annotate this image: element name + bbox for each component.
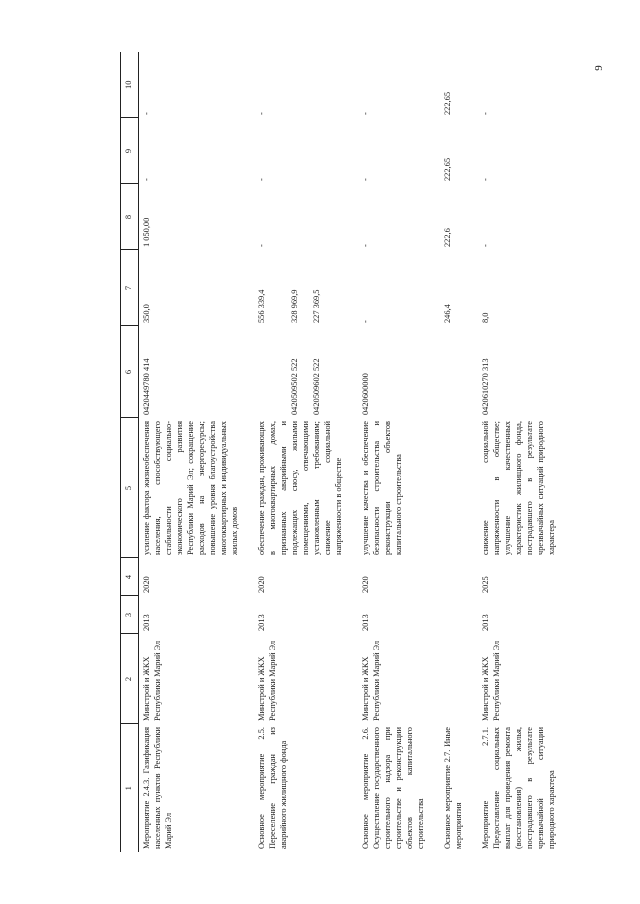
executor: Минстрой и ЖКХ Республики Марий Эл [257, 640, 277, 721]
col-header-4: 4 [121, 558, 139, 596]
executor: Минстрой и ЖКХ Республики Марий Эл [142, 640, 162, 721]
activity-name: Основное мероприятие 2.5. Переселение граждан из аварийного жилищного фонда [257, 727, 288, 849]
program-activities-table [120, 52, 559, 852]
value-col-10: - [481, 112, 490, 115]
value-col-7: 246,4 [443, 304, 452, 323]
budget-code: 0420449780 414 [142, 358, 151, 415]
expected-result: снижение социальной напряженности в обществе; улучшение качественных характеристик жилищного фонда, пострадавшего в результате чрезвычайных ситуаций природного характера [481, 421, 556, 555]
col-header-9: 9 [121, 118, 139, 184]
end-year: 2025 [481, 576, 490, 593]
value-col-7-cell [254, 250, 346, 326]
value-col-8: - [257, 244, 266, 247]
start-year [440, 596, 466, 634]
budget-code-cell [254, 326, 346, 418]
start-year: 2013 [361, 614, 370, 631]
value-col-9: - [361, 178, 370, 181]
value-col-10: - [142, 112, 151, 115]
activity-name: Мероприятие 2.7.1. Предоставление социальных выплат для проведения ремонта (восстановления) жилья, пострадавшего в результате чрезвычайной ситуации природного характера [481, 727, 556, 849]
budget-code-b: 0420509602 522 [312, 358, 321, 415]
table-row [139, 52, 243, 852]
value-col-10: - [257, 112, 266, 115]
value-col-9: - [481, 178, 490, 181]
table-row [358, 52, 428, 852]
col-header-6: 6 [121, 326, 139, 418]
col-header-2: 2 [121, 634, 139, 724]
value-col-7-b: 227 369,5 [312, 289, 321, 323]
expected-result: усиление фактора жизнеобеспечения населения, способствующего стабильности социально-экономического развития Республики Марий Эл; сокращение расходов на энергоресурсы; повышение уровня благоустройства многоквартирных и индивидуальных жилых домов [142, 421, 239, 555]
value-col-7: - [361, 320, 370, 323]
program-table-sheet [120, 52, 616, 852]
end-year: 2020 [257, 576, 266, 593]
value-col-8: 222,6 [443, 228, 452, 247]
col-header-8: 8 [121, 184, 139, 250]
value-col-9: - [142, 178, 151, 181]
table-row [478, 52, 559, 852]
value-col-7: 8,0 [481, 312, 490, 323]
value-col-7: 350,0 [142, 304, 151, 323]
end-year: 2020 [142, 576, 151, 593]
value-col-8: - [361, 244, 370, 247]
executor: Минстрой и ЖКХ Республики Марий Эл [361, 640, 381, 721]
expected-result [440, 418, 466, 558]
col-header-3: 3 [121, 596, 139, 634]
value-col-8: 1 050,00 [142, 217, 151, 247]
end-year: 2020 [361, 576, 370, 593]
value-col-9: 222,65 [443, 157, 452, 181]
value-col-7-a: 328 969,9 [290, 289, 299, 323]
start-year: 2013 [257, 614, 266, 631]
executor [440, 634, 466, 724]
start-year: 2013 [481, 614, 490, 631]
executor: Минстрой и ЖКХ Республики Марий Эл [481, 640, 501, 721]
start-year: 2013 [142, 614, 151, 631]
value-col-10: 222,65 [443, 91, 452, 115]
budget-code: 0420610270 313 [481, 358, 490, 415]
budget-code: 0420600000 [361, 373, 370, 415]
table-row [254, 52, 346, 852]
value-col-10: - [361, 112, 370, 115]
table-row [440, 52, 466, 852]
expected-result: обеспечение граждан, проживающих в многоквартирных домах, признанных аварийными и подлежащих сносу, жилыми помещениями, отвечающими установленным требованиям; снижение социальной напряженности в обществе [257, 421, 343, 555]
value-col-9: - [257, 178, 266, 181]
activity-name: Основное мероприятие 2.7. Иные мероприятия [443, 727, 463, 849]
header-row [121, 52, 139, 852]
activity-name: Основное мероприятие 2.6. Осуществление государственного строительного надзора при строительстве и реконструкции объектов капитального строительства [361, 727, 425, 849]
budget-code [440, 326, 466, 418]
col-header-5: 5 [121, 418, 139, 558]
value-col-7-total: 556 339,4 [257, 289, 266, 323]
expected-result: улучшение качества и обеспечение безопасности строительства и реконструкции объектов капитального строительства [361, 421, 403, 555]
value-col-8: - [481, 244, 490, 247]
page-number: 9 [592, 65, 605, 71]
col-header-7: 7 [121, 250, 139, 326]
activity-name: Мероприятие 2.4.3. Газификация населенных пунктов Республики Марий Эл [142, 727, 173, 849]
col-header-1: 1 [121, 724, 139, 852]
col-header-10: 10 [121, 52, 139, 118]
budget-code-a: 0420509502 522 [290, 358, 299, 415]
end-year [440, 558, 466, 596]
